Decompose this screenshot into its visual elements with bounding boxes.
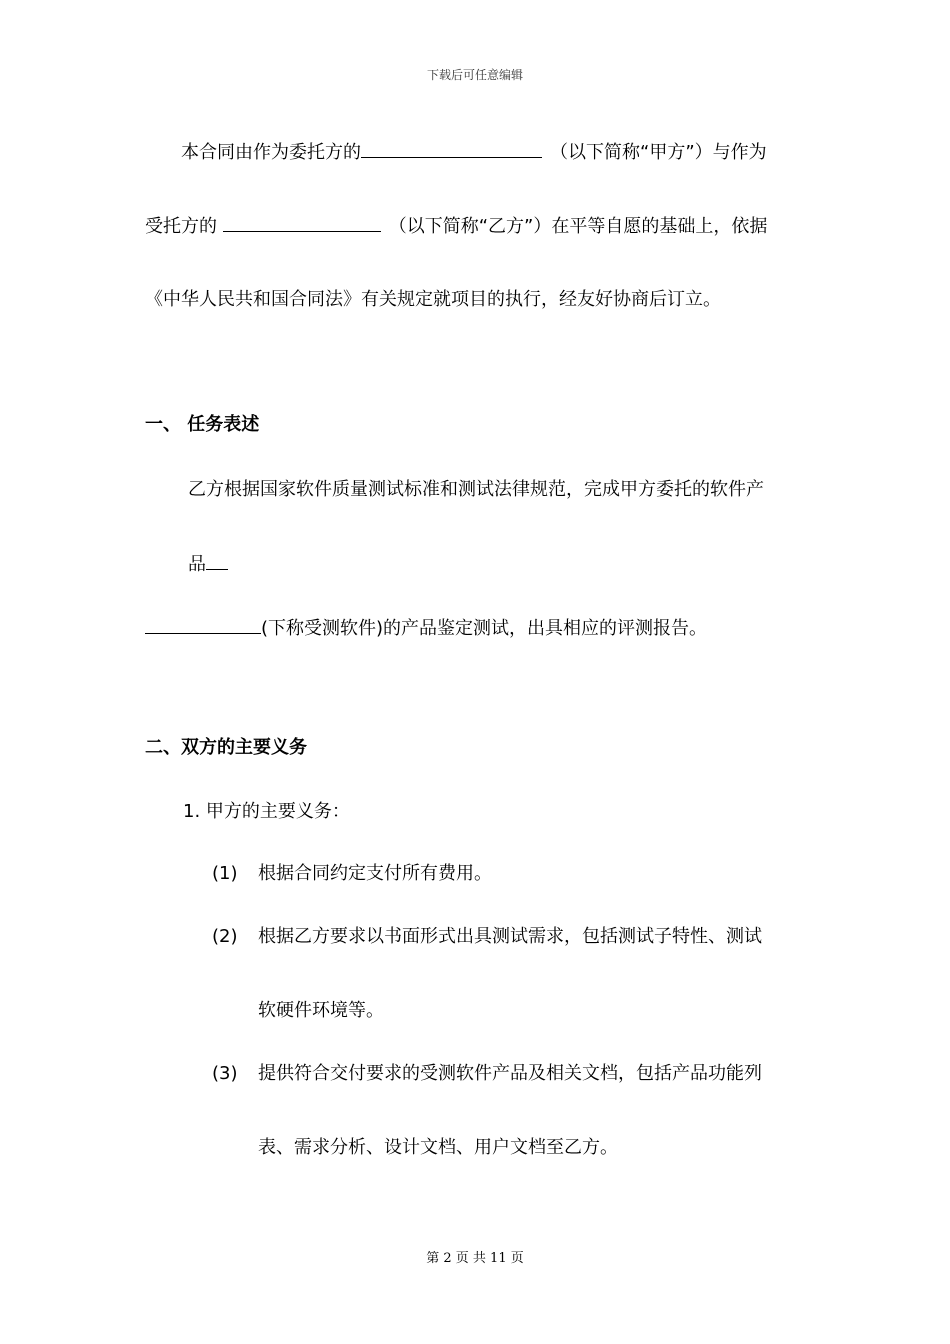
section-1-line-2 xyxy=(188,551,228,577)
product-blank-1 xyxy=(206,551,228,570)
party-b-blank xyxy=(223,213,381,232)
section-1-line-1: 乙方根据国家软件质量测试标准和测试法律规范，完成甲方委托的软件产 xyxy=(188,479,764,500)
obligation-num-2: (2) xyxy=(212,926,238,947)
page-header: 下载后可任意编辑 xyxy=(426,68,523,82)
obligation-item-2 xyxy=(212,925,762,949)
obligation-text-2-cont: 软硬件环境等。 xyxy=(258,1000,384,1021)
page-footer: 第 2 页 共 11 页 xyxy=(426,1251,524,1266)
section-2-title: 二、双方的主要义务 xyxy=(145,737,307,758)
party-a-blank xyxy=(361,139,542,158)
intro-line-1 xyxy=(181,139,767,165)
obligation-item-1 xyxy=(212,862,492,886)
section-2-sub-1: 1. 甲方的主要义务： xyxy=(183,801,350,822)
obligation-num-1: (1) xyxy=(212,863,238,884)
obligation-text-3: 提供符合交付要求的受测软件产品及相关文档，包括产品功能列 xyxy=(258,1063,762,1084)
section-1-line-3 xyxy=(145,615,707,641)
obligation-num-3: (3) xyxy=(212,1063,238,1084)
section-1-title: 一、 任务表述 xyxy=(145,414,260,435)
intro-line-1-a: 本合同由作为委托方的 xyxy=(181,142,361,163)
intro-line-2-a: 受托方的 xyxy=(145,216,223,237)
section-1-line-3-text: (下称受测软件)的产品鉴定测试，出具相应的评测报告。 xyxy=(261,618,708,639)
obligation-text-2: 根据乙方要求以书面形式出具测试需求，包括测试子特性、测试 xyxy=(258,926,762,947)
intro-line-2-b: （以下简称“乙方”）在平等自愿的基础上，依据 xyxy=(388,216,768,237)
intro-line-3: 《中华人民共和国合同法》有关规定就项目的执行，经友好协商后订立。 xyxy=(145,289,721,310)
obligation-text-1: 根据合同约定支付所有费用。 xyxy=(258,863,492,884)
section-1-line-2-text: 品 xyxy=(188,554,206,575)
intro-line-1-b: （以下简称“甲方”）与作为 xyxy=(550,142,767,163)
product-blank-2 xyxy=(145,615,261,634)
obligation-text-3-cont: 表、需求分析、设计文档、用户文档至乙方。 xyxy=(258,1137,618,1158)
obligation-item-3 xyxy=(212,1062,762,1086)
intro-line-2 xyxy=(145,213,767,239)
